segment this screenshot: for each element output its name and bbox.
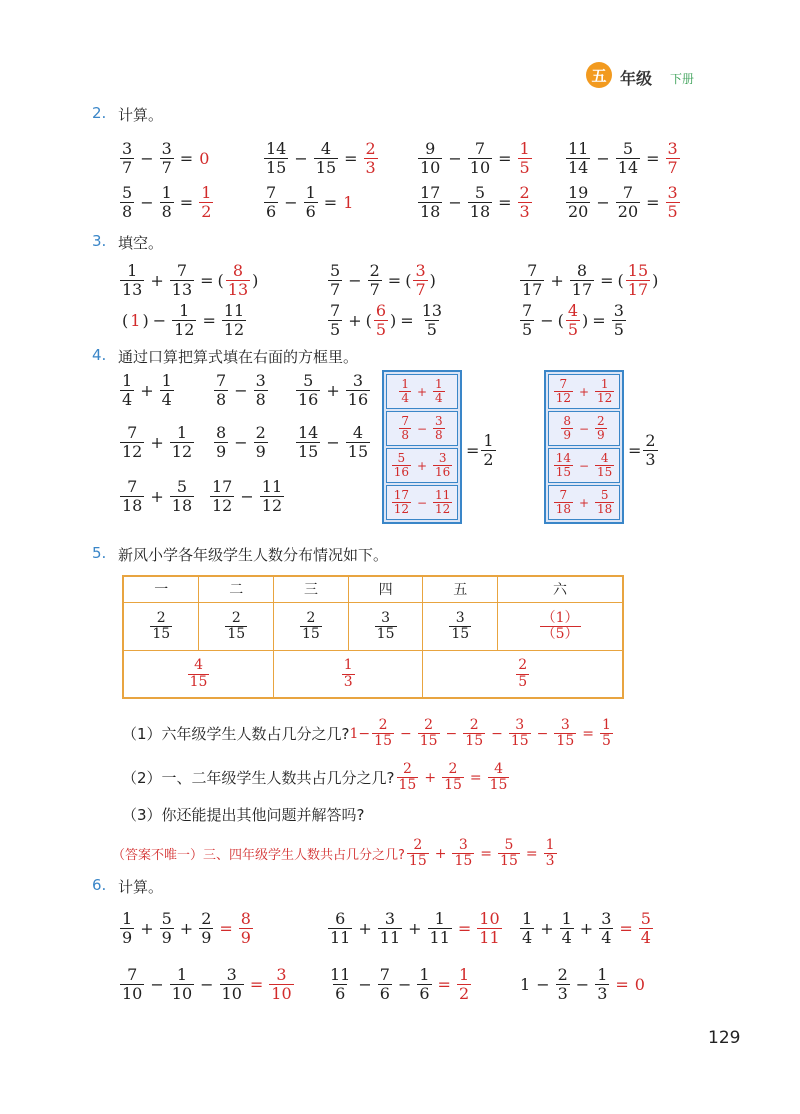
table-cell: $\frac{4}{15}$ xyxy=(123,650,274,698)
s6-expr-5: $\frac{11}{6}$ − $\frac{7}{6}$ − $\frac{1}{6}$ = $\frac{1}{2}$ xyxy=(330,965,470,1003)
s4-expr: $\frac{5}{16}$ + $\frac{3}{16}$ xyxy=(298,371,369,409)
s4-expr: $\frac{7}{18}$ + $\frac{5}{18}$ xyxy=(122,477,193,515)
s2-expr-3: $\frac{9}{10}$ − $\frac{7}{10}$ = $\frac{1}{5}$ xyxy=(420,139,530,177)
table-cell: $\frac{2}{5}$ xyxy=(423,650,623,698)
section-title: 填空。 xyxy=(118,234,164,252)
box1-result: = $\frac{1}{2}$ xyxy=(466,431,494,469)
table-header: 五 xyxy=(423,576,498,602)
question-2: （2）一、二年级学生人数共占几分之几? $\frac{2}{15}$ + $\frac{2}{15}$ = $\frac{4}{15}$ xyxy=(122,761,508,794)
s2-expr-6: $\frac{7}{6}$ − $\frac{1}{6}$ = 1 xyxy=(266,183,354,221)
box-cell: $\frac{14}{15}$ − $\frac{4}{15}$ xyxy=(548,448,620,483)
s2-expr-5: $\frac{5}{8}$ − $\frac{1}{8}$ = $\frac{1}{2}$ xyxy=(122,183,212,221)
s6-expr-3: $\frac{1}{4}$ + $\frac{1}{4}$ + $\frac{3}{4}$ = $\frac{5}{4}$ xyxy=(522,909,651,947)
s2-expr-2: $\frac{14}{15}$ − $\frac{4}{15}$ = $\frac{2}{3}$ xyxy=(266,139,376,177)
table-cell: $\frac{3}{15}$ xyxy=(423,602,498,650)
s4-expr: $\frac{14}{15}$ − $\frac{4}{15}$ xyxy=(298,423,369,461)
answer-box-two-thirds xyxy=(544,370,624,524)
table-cell: $\frac{2}{15}$ xyxy=(274,602,349,650)
page-number: 129 xyxy=(708,1028,741,1048)
section-title: 计算。 xyxy=(118,878,164,896)
section-number: 5. xyxy=(92,544,107,562)
box-cell: $\frac{7}{12}$ + $\frac{1}{12}$ xyxy=(548,374,620,409)
s3-expr-b: $\frac{5}{7}$ − $\frac{2}{7}$ = ( $\frac{3}{7}$ ) xyxy=(330,261,436,299)
s2-expr-7: $\frac{17}{18}$ − $\frac{5}{18}$ = $\frac{2}{3}$ xyxy=(420,183,530,221)
s6-expr-2: $\frac{6}{11}$ + $\frac{3}{11}$ + $\frac{1}{11}$ = $\frac{10}{11}$ xyxy=(330,909,500,947)
s4-expr: $\frac{7}{12}$ + $\frac{1}{12}$ xyxy=(122,423,193,461)
question-3: （3）你还能提出其他问题并解答吗? xyxy=(122,806,365,824)
s4-expr: $\frac{7}{8}$ − $\frac{3}{8}$ xyxy=(216,371,266,409)
box-cell: $\frac{7}{8}$ − $\frac{3}{8}$ xyxy=(386,411,458,446)
s4-expr: $\frac{17}{12}$ − $\frac{11}{12}$ xyxy=(212,477,283,515)
table-header: 四 xyxy=(348,576,423,602)
s6-expr-4: $\frac{7}{10}$ − $\frac{1}{10}$ − $\frac{3}{10}$ = $\frac{3}{10}$ xyxy=(122,965,292,1003)
grade-badge-icon: 五 xyxy=(586,62,612,88)
table-header: 六 xyxy=(498,576,623,602)
book-volume-label: 下册 xyxy=(670,72,695,86)
table-cell: $\frac{3}{15}$ xyxy=(348,602,423,650)
box-cell: $\frac{7}{18}$ + $\frac{5}{18}$ xyxy=(548,485,620,520)
box-cell: $\frac{8}{9}$ − $\frac{2}{9}$ xyxy=(548,411,620,446)
box-cell: $\frac{1}{4}$ + $\frac{1}{4}$ xyxy=(386,374,458,409)
section-number: 2. xyxy=(92,104,107,122)
section-number: 4. xyxy=(92,346,107,364)
s2-expr-4: $\frac{11}{14}$ − $\frac{5}{14}$ = $\frac{3}{7}$ xyxy=(568,139,678,177)
s4-expr: $\frac{1}{4}$ + $\frac{1}{4}$ xyxy=(122,371,172,409)
s3-expr-e: $\frac{7}{5}$ + ( $\frac{6}{5}$ ) = $\frac{13}{5}$ xyxy=(330,301,443,339)
s4-expr: $\frac{8}{9}$ − $\frac{2}{9}$ xyxy=(216,423,266,461)
section-number: 3. xyxy=(92,232,107,250)
s3-expr-f: $\frac{7}{5}$ − ( $\frac{4}{5}$ ) = $\frac{3}{5}$ xyxy=(522,301,624,339)
s2-expr-1: $\frac{3}{7}$ − $\frac{3}{7}$ = 0 xyxy=(122,139,210,177)
s6-expr-6: 1 − $\frac{2}{3}$ − $\frac{1}{3}$ = 0 xyxy=(520,965,645,1003)
answer-box-half xyxy=(382,370,462,524)
grade-distribution-table xyxy=(122,575,624,699)
table-cell: $\frac{1}{3}$ xyxy=(274,650,423,698)
box2-result: = $\frac{2}{3}$ xyxy=(628,431,656,469)
s3-expr-c: $\frac{7}{17}$ + $\frac{8}{17}$ = ( $\frac{15}{17}$ ) xyxy=(522,261,659,299)
section-number: 6. xyxy=(92,876,107,894)
s2-expr-8: $\frac{19}{20}$ − $\frac{7}{20}$ = $\frac{3}{5}$ xyxy=(568,183,678,221)
box-cell: $\frac{5}{16}$ + $\frac{3}{16}$ xyxy=(386,448,458,483)
table-header: 一 xyxy=(123,576,199,602)
box-cell: $\frac{17}{12}$ − $\frac{11}{12}$ xyxy=(386,485,458,520)
s3-expr-a: $\frac{1}{13}$ + $\frac{7}{13}$ = ( $\frac{8}{13}$ ) xyxy=(122,261,259,299)
section-title: 计算。 xyxy=(118,106,164,124)
grade-label: 年级 xyxy=(620,69,653,88)
table-cell: $\frac{2}{15}$ xyxy=(123,602,199,650)
s6-expr-1: $\frac{1}{9}$ + $\frac{5}{9}$ + $\frac{2}{9}$ = $\frac{8}{9}$ xyxy=(122,909,251,947)
table-cell: $\frac{2}{15}$ xyxy=(199,602,274,650)
question-1: （1）六年级学生人数占几分之几? 1− $\frac{2}{15}$ − $\frac{2}{15}$ − $\frac{2}{15}$ − $\frac{3}{15}$ − $\frac{3}{15}$ = $\frac{1}{5}$ xyxy=(122,717,611,750)
table-header: 三 xyxy=(274,576,349,602)
question-3-answer: （答案不唯一）三、四年级学生人数共占几分之几? $\frac{2}{15}$ + $\frac{3}{15}$ = $\frac{5}{15}$ = $\frac{1}{3}$ xyxy=(112,837,555,870)
table-cell: $\frac{(1)}{(5)}$ xyxy=(498,602,623,650)
s3-expr-d: ( 1 ) − $\frac{1}{12}$ = $\frac{11}{12}$ xyxy=(122,301,245,339)
table-header: 二 xyxy=(199,576,274,602)
section-title: 新风小学各年级学生人数分布情况如下。 xyxy=(118,546,389,564)
section-title: 通过口算把算式填在右面的方框里。 xyxy=(118,348,359,366)
